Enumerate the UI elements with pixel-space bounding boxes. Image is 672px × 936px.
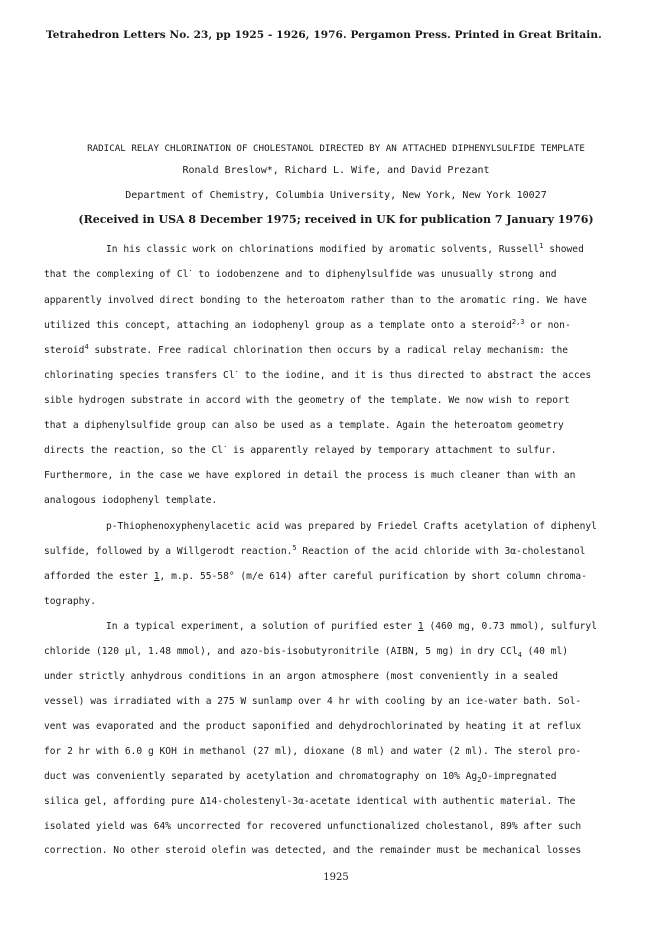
- body-line: utilized this concept, attaching an iodophenyl group as a template onto a steroid$^{2,3}$ or non-: [44, 318, 571, 331]
- body-line: In a typical experiment, a solution of purified ester 1 (460 mg, 0.73 mmol), sulfuryl: [106, 621, 597, 632]
- body-line: analogous iodophenyl template.: [44, 495, 218, 506]
- compound-number: 1: [417, 621, 424, 632]
- reference-superscript: 5: [292, 544, 297, 552]
- page-number: 1925: [323, 872, 349, 883]
- body-line: Furthermore, in the case we have explored in detail the process is much cleaner than with an: [44, 470, 576, 481]
- compound-number: 1: [153, 571, 160, 582]
- radical-dot: ·: [223, 443, 228, 451]
- body-line: duct was conveniently separated by acetylation and chromatography on 10% $Ag_2O$-impregnated: [44, 771, 557, 784]
- body-line: chlorinating species transfers Cl· to the iodine, and it is thus directed to abstract the acces: [44, 368, 592, 381]
- article-affiliation: Department of Chemistry, Columbia University, New York, New York 10027: [125, 190, 547, 201]
- reference-superscript: 4: [84, 343, 89, 351]
- body-line: that the complexing of Cl· to iodobenzene and to diphenylsulfide was unusually strong and: [44, 267, 557, 280]
- body-line: afforded the ester 1, m.p. 55-58° (m/e 614) after careful purification by short column chroma-: [44, 571, 587, 582]
- received-dates: (Received in USA 8 December 1975; received in UK for publication 7 January 1976): [78, 213, 594, 226]
- subscript: 4: [517, 651, 522, 659]
- article-authors: Ronald Breslow*, Richard L. Wife, and David Prezant: [182, 165, 490, 176]
- body-line: under strictly anhydrous conditions in an argon atmosphere (most conveniently in a sealed: [44, 671, 559, 682]
- body-line: apparently involved direct bonding to the heteroatom rather than to the aromatic ring. We have: [44, 295, 587, 306]
- body-line: correction. No other steroid olefin was detected, and the remainder must be mechanical losses: [44, 845, 582, 856]
- body-line: sible hydrogen substrate in accord with the geometry of the template. We now wish to report: [44, 395, 570, 406]
- body-line: vessel) was irradiated with a 275 W sunlamp over 4 hr with cooling by an ice-water bath. Sol-: [44, 696, 582, 707]
- body-line: tography.: [44, 596, 96, 607]
- body-line: p-Thiophenoxyphenylacetic acid was prepared by Friedel Crafts acetylation of diphenyl: [106, 521, 597, 532]
- body-line: for 2 hr with 6.0 g KOH in methanol (27 ml), dioxane (8 ml) and water (2 ml). The sterol pro-: [44, 746, 582, 757]
- body-line: steroid$^4$ substrate. Free radical chlorination then occurs by a radical relay mechanism: the: [44, 343, 569, 356]
- body-line: vent was evaporated and the product saponified and dehydrochlorinated by heating it at reflux: [44, 721, 582, 732]
- journal-header: Tetrahedron Letters No. 23, pp 1925 - 1926, 1976. Pergamon Press. Printed in Great Britain.: [46, 29, 602, 41]
- article-title: RADICAL RELAY CHLORINATION OF CHOLESTANOL DIRECTED BY AN ATTACHED DIPHENYLSULFIDE TEMPLATE: [87, 143, 585, 154]
- reference-superscript: 2,3: [511, 318, 525, 326]
- body-line: In his classic work on chlorinations modified by aromatic solvents, Russell$^1$ showed: [106, 242, 584, 255]
- body-line: sulfide, followed by a Willgerodt reaction.$^5$ Reaction of the acid chloride with 3α-cholestanol: [44, 544, 586, 557]
- body-line: chloride (120 µl, 1.48 mmol), and azo-bis-isobutyronitrile (AIBN, 5 mg) in dry CCl$_4$ (40 ml): [44, 646, 569, 659]
- radical-dot: ·: [188, 267, 193, 275]
- body-line: that a diphenylsulfide group can also be used as a template. Again the heteroatom geometry: [44, 420, 564, 431]
- body-line: isolated yield was 64% uncorrected for recovered unfunctionalized cholestanol, 89% after such: [44, 821, 582, 832]
- body-line: silica gel, affording pure Δ14-cholestenyl-3α-acetate identical with authentic material. The: [44, 796, 576, 807]
- body-line: directs the reaction, so the Cl· is apparently relayed by temporary attachment to sulfur.: [44, 443, 557, 456]
- reference-superscript: 1: [539, 242, 544, 250]
- radical-dot: ·: [234, 368, 239, 376]
- subscript: 2: [477, 776, 482, 784]
